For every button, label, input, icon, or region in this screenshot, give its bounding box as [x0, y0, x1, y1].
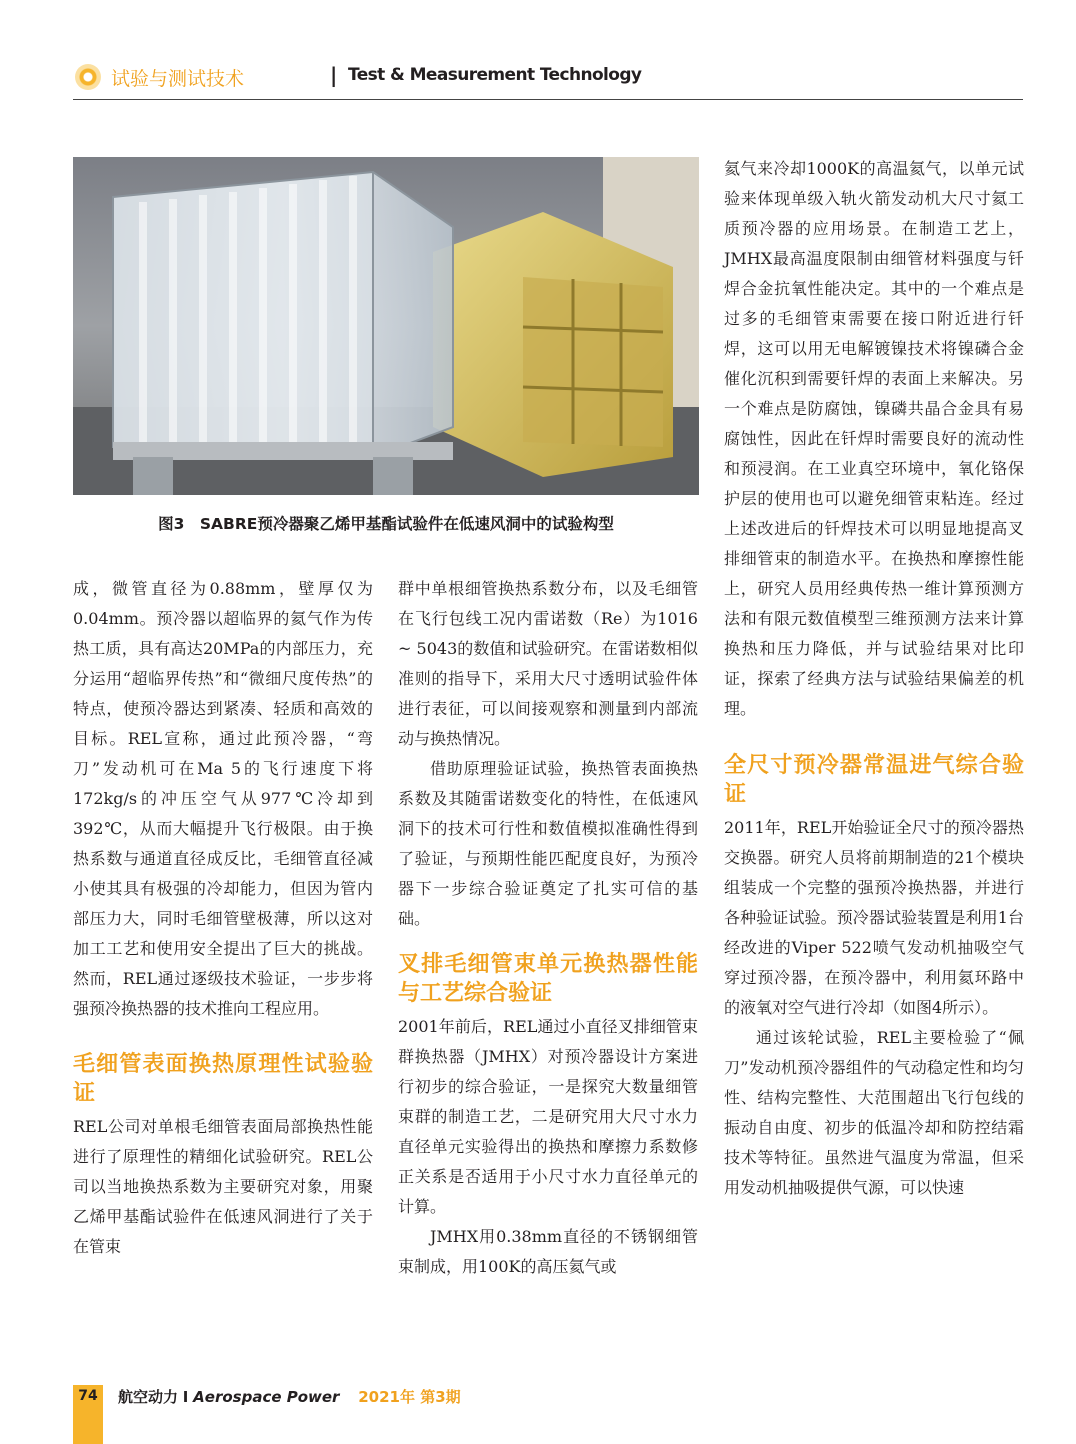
paragraph: 成，微管直径为0.88mm，壁厚仅为0.04mm。预冷器以超临界的氦气作为传热工质，具有高达20MPa的内部压力，充分运用“超临界传热”和“微细尺度传热”的特点，使预冷器达到紧凑、轻质和高效的目标。REL宣称，通过此预冷器，“弯刀”发动机可在Ma 5的飞行速度下将172kg/s的冲压空气从977℃冷却到392℃，从而大幅提升飞行极限。由于换热系数与通道直径成反比，毛细管直径减小使其具有极强的冷却能力，但因为管内部压力大，同时毛细管壁极薄，所以这对加工工艺和使用安全提出了巨大的挑战。然而，REL通过逐级技术验证，一步步将强预冷换热器的技术推向工程应用。: [73, 579, 373, 1018]
figure-caption: 图3 SABRE预冷器聚乙烯甲基酯试验件在低速风洞中的试验构型: [158, 515, 614, 533]
figure-3-photo: [73, 157, 699, 495]
text-column-1: [73, 574, 373, 1262]
section-logo-icon: [75, 64, 101, 90]
text-column-3: [724, 154, 1024, 1203]
paragraph: JMHX用0.38mm直径的不锈钢细管束制成，用100K的高压氦气或: [398, 1227, 698, 1276]
paragraph: REL公司对单根毛细管表面局部换热性能进行了原理性的精细化试验研究。REL公司以当地换热系数为主要研究对象，用聚乙烯甲基酯试验件在低速风洞进行了关于在管束: [73, 1117, 373, 1256]
paragraph: 氦气来冷却1000K的高温氦气，以单元试验来体现单级入轨火箭发动机大尺寸氦工质预冷器的应用场景。在制造工艺上，JMHX最高温度限制由细管材料强度与钎焊合金抗氧性能决定。其中的一个难点是过多的毛细管束需要在接口附近进行钎焊，这可以用无电解镀镍技术将镍磷合金催化沉积到需要钎焊的表面上来解决。另一个难点是防腐蚀，镍磷共晶合金具有易腐蚀性，因此在钎焊时需要良好的流动性和预浸润。在工业真空环境中，氧化铬保护层的使用也可以避免细管束粘连。经过上述改进后的钎焊技术可以明显地提高叉排细管束的制造水平。在换热和摩擦性能上，研究人员用经典传热一维计算预测方法和有限元数值模型三维预测方法来计算换热和压力降低，并与试验结果对比印证，探索了经典方法与试验结果偏差的机理。: [724, 159, 1024, 718]
header-rule: [73, 99, 1023, 101]
wind-tunnel-test-photo: [73, 157, 699, 495]
magazine-title-en: Aerospace Power: [193, 1388, 340, 1406]
paragraph: 2001年前后，REL通过小直径叉排细管束群换热器（JMHX）对预冷器设计方案进行初步的综合验证，一是探究大数量细管束群的制造工艺，二是研究用大尺寸水力直径单元实验得出的换热和摩擦力系数修正关系是否适用于小尺寸水力直径单元的计算。: [398, 1017, 698, 1216]
paragraph: 群中单根细管换热系数分布，以及毛细管在飞行包线工况内雷诺数（Re）为1016 ~ 5043的数值和试验研究。在雷诺数相似准则的指导下，采用大尺寸透明试验件体进行表征，可以间接观察和测量到内部流动与换热情况。: [398, 579, 698, 748]
magazine-title-cn: 航空动力: [118, 1388, 179, 1406]
paragraph: 借助原理验证试验，换热管表面换热系数及其随雷诺数变化的特性，在低速风洞下的技术可行性和数值模拟准确性得到了验证，与预期性能匹配度良好，为预冷器下一步综合验证奠定了扎实可信的基础。: [398, 759, 698, 928]
text-column-2: [398, 574, 698, 1282]
running-footer: [118, 1386, 461, 1407]
page-number: 74: [78, 1388, 98, 1404]
footer-separator: I: [182, 1388, 189, 1406]
header-separator: |: [330, 63, 338, 87]
section-title-cn: 试验与测试技术: [111, 68, 245, 90]
section-heading: 毛细管表面换热原理性试验验证: [73, 1052, 373, 1106]
paragraph: 2011年，REL开始验证全尺寸的预冷器热交换器。研究人员将前期制造的21个模块组装成一个完整的强预冷换热器，并进行各种验证试验。预冷器试验装置是利用1台经改进的Viper 522喷气发动机抽吸空气穿过预冷器，在预冷器中，利用氦环路中的液氧对空气进行冷却（如图4所示）。: [724, 818, 1024, 1017]
section-heading: 全尺寸预冷器常温进气综合验证: [724, 753, 1024, 807]
issue-label: 2021年 第3期: [358, 1388, 461, 1406]
running-header: [73, 60, 1023, 100]
section-heading: 叉排毛细管束单元换热器性能与工艺综合验证: [398, 952, 698, 1006]
section-title-en: Test & Measurement Technology: [348, 65, 642, 85]
paragraph: 通过该轮试验，REL主要检验了“佩刀”发动机预冷器组件的气动稳定性和均匀性、结构完整性、大范围超出飞行包线的振动自由度、初步的低温冷却和防控结霜技术等特征。虽然进气温度为常温，但采用发动机抽吸提供气源，可以快速: [724, 1028, 1024, 1197]
